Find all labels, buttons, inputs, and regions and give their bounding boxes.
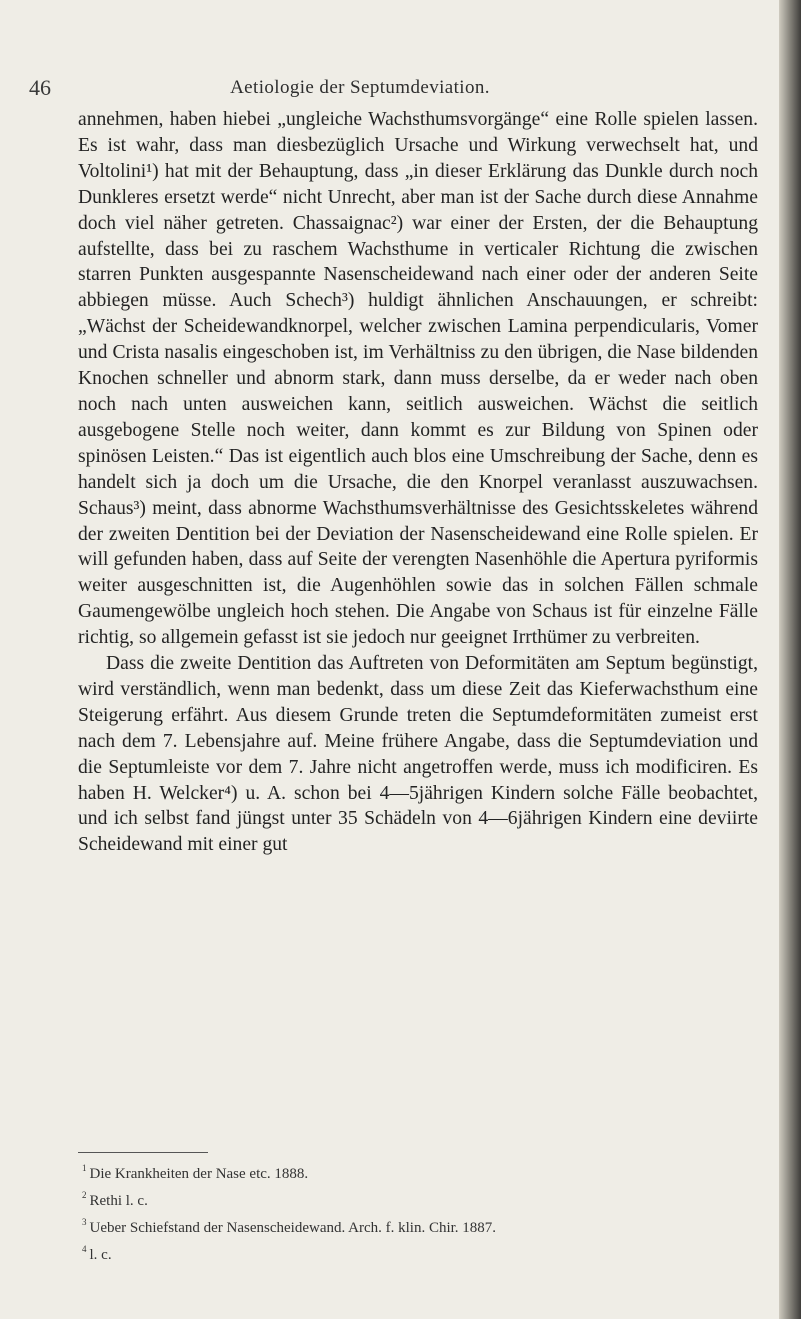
paragraph: annehmen, haben hiebei „ungleiche Wachsthumsvorgänge“ eine Rolle spielen lassen. Es ist wahr, dass man diesbezüglich Ursache und Wirkung verwechselt hat, und Voltolini¹) hat mit der Behauptung, dass „in dieser Erklärung das Dunkle durch noch Dunkleres ersetzt werde“ nicht Unrecht, aber man ist der Sache durch diese Annahme doch viel näher getreten. Chassaignac²) war einer der Ersten, der die Behauptung aufstellte, dass bei zu raschem Wachsthume in verticaler Richtung die zwischen starren Punkten ausgespannte Nasenscheidewand nach einer oder der anderen Seite abbiegen müsse. Auch Schech³) huldigt ähnlichen Anschauungen, er schreibt: „Wächst der Scheidewandknorpel, welcher zwischen Lamina perpendicularis, Vomer und Crista nasalis eingeschoben ist, im Verhältniss zu den übrigen, die Nase bildenden Knochen schneller und abnorm stark, dann muss derselbe, da er weder nach oben noch nach unten ausweichen kann, seitlich ausweichen. Wächst die seitlich ausgebogene Stelle noch weiter, dann kommt es zur Bildung von Spinen oder spinösen Leisten.“ Das ist eigentlich auch blos eine Umschreibung der Sache, denn es handelt sich ja doch um die Ursache, die den Knorpel veranlasst auszuwachsen. Schaus³) meint, dass abnorme Wachsthumsverhältnisse des Gesichtsskeletes während der zweiten Dentition bei der Deviation der Nasenscheidewand eine Rolle spielen. Er will gefunden haben, dass auf Seite der verengten Nasenhöhle die Apertura pyriformis weiter ausgeschnitten ist, die Augenhöhlen sowie das in solchen Fällen schmale Gaumengewölbe ungleich hoch stehen. Die Angabe von Schaus ist für einzelne Fälle richtig, so allgemein gefasst ist sie jedoch nur geeignet Irrthümer zu verbreiten. xyxy=(78,109,758,649)
paragraph: Dass die zweite Dentition das Auftreten von Deformitäten am Septum begünstigt, wird verständlich, wenn man bedenkt, dass um diese Zeit das Kieferwachsthum eine Steigerung erfährt. Aus diesem Grunde treten die Septumdeformitäten zumeist erst nach dem 7. Lebensjahre auf. Meine frühere Angabe, dass die Septumdeviation und die Septumleiste vor dem 7. Jahre nicht angetroffen werde, muss ich modificiren. Es haben H. Welcker⁴) u. A. schon bei 4—5jährigen Kindern solche Fälle beobachtet, und ich selbst fand jüngst unter 35 Schädeln von 4—6jährigen Kindern eine deviirte Scheidewand mit einer gut xyxy=(78,653,758,856)
footnote-mark: 1 xyxy=(82,1163,87,1173)
footnote-rule xyxy=(78,1152,208,1153)
footnote xyxy=(82,1185,762,1211)
page-number: 46 xyxy=(29,75,51,100)
footnote-mark: 4 xyxy=(82,1244,87,1254)
footnote-mark: 2 xyxy=(82,1190,87,1200)
page-edge-shadow xyxy=(779,0,801,1319)
page-header xyxy=(0,74,801,110)
footnote-text: Die Krankheiten der Nase etc. 1888. xyxy=(89,1166,309,1182)
footnotes xyxy=(82,1158,762,1266)
footnote xyxy=(82,1158,762,1184)
footnote-text: Rethi l. c. xyxy=(89,1193,148,1209)
footnote xyxy=(82,1212,762,1238)
footnote xyxy=(82,1239,762,1265)
main-text xyxy=(78,107,758,858)
running-title: Aetiologie der Septumdeviation. xyxy=(230,77,490,98)
footnote-text: l. c. xyxy=(89,1247,112,1263)
footnote-mark: 3 xyxy=(82,1217,87,1227)
footnote-text: Ueber Schiefstand der Nasenscheidewand. Arch. f. klin. Chir. 1887. xyxy=(89,1220,497,1236)
